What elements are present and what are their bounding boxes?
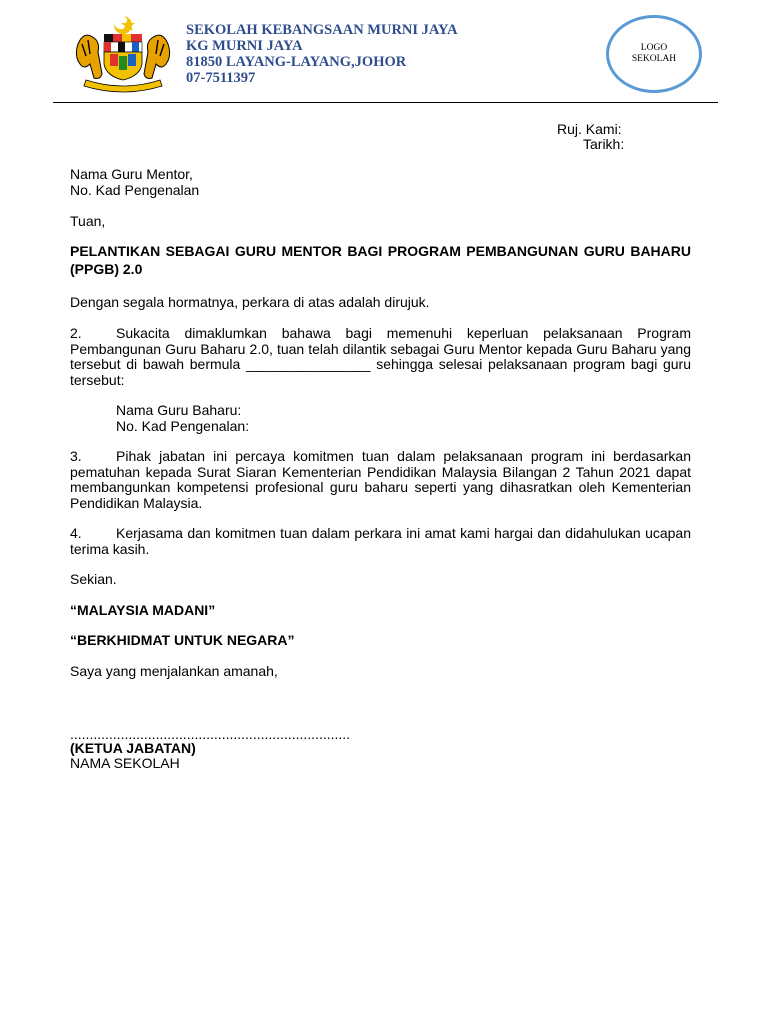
coat-of-arms-icon <box>70 14 176 94</box>
school-name: SEKOLAH KEBANGSAAN MURNI JAYA <box>186 22 458 38</box>
mentee-ic-line: No. Kad Pengenalan: <box>116 418 250 434</box>
salutation: Tuan, <box>70 213 106 229</box>
recipient-name-line: Nama Guru Mentor, <box>70 166 193 182</box>
school-phone: 07-7511397 <box>186 70 256 86</box>
recipient-ic-line: No. Kad Pengenalan <box>70 182 200 198</box>
subject-line2: (PPGB) 2.0 <box>70 261 143 277</box>
mentee-name-line: Nama Guru Baharu: <box>116 402 242 418</box>
opening-sentence: Dengan segala hormatnya, perkara di atas adalah dirujuk. <box>70 294 430 310</box>
paragraph-3-number: 3. <box>70 448 82 464</box>
logo-placeholder-line2: SEKOLAH <box>631 54 677 64</box>
school-address-line1: KG MURNI JAYA <box>186 38 303 54</box>
paragraph-3 <box>70 449 691 511</box>
school-address-line2: 81850 LAYANG-LAYANG,JOHOR <box>186 54 407 70</box>
paragraph-4-text: Kerjasama dan komitmen tuan dalam perkara ini amat kami hargai dan didahulukan ucapan terima kasih. <box>70 525 691 557</box>
school-header-info <box>186 22 458 86</box>
paragraph-3-text: Pihak jabatan ini percaya komitmen tuan dalam pelaksanaan program ini berdasarkan pematuhan kepada Surat Siaran Kementerian Pendidikan Malaysia Bilangan 2 Tahun 2021 dapat membangunkan kompetensi profesional guru baharu seperti yang dihasratkan oleh Kementerian Pendidikan Malaysia. <box>70 448 691 511</box>
school-logo-placeholder <box>606 15 702 93</box>
tarikh-label: Tarikh: <box>583 136 625 152</box>
paragraph-4-number: 4. <box>70 525 82 541</box>
slogan-malaysia-madani: “MALAYSIA MADANI” <box>70 602 216 618</box>
signatory-school: NAMA SEKOLAH <box>70 755 180 771</box>
ruj-kami-label: Ruj. Kami: <box>557 121 622 137</box>
closing-word: Sekian. <box>70 571 117 587</box>
signatory-title: (KETUA JABATAN) <box>70 740 196 756</box>
subject-line1: PELANTIKAN SEBAGAI GURU MENTOR BAGI PROGRAM PEMBANGUNAN GURU BAHARU <box>70 243 691 259</box>
paragraph-2-number: 2. <box>70 325 82 341</box>
paragraph-2-text: Sukacita dimaklumkan bahawa bagi memenuhi keperluan pelaksanaan Program Pembangunan Guru Baharu 2.0, tuan telah dilantik sebagai Guru Mentor kepada Guru Baharu yang tersebut di bawah bermula ________________ sehingga selesai pelaksanaan program bagi guru tersebut: <box>70 325 691 388</box>
logo-placeholder-line1: LOGO <box>640 43 668 53</box>
paragraph-4 <box>70 526 691 557</box>
paragraph-2 <box>70 326 691 388</box>
header-divider <box>53 102 718 103</box>
slogan-berkhidmat: “BERKHIDMAT UNTUK NEGARA” <box>70 632 295 648</box>
signature-dotted-line: ........................................................................ <box>70 726 351 742</box>
sign-off-line: Saya yang menjalankan amanah, <box>70 663 278 679</box>
